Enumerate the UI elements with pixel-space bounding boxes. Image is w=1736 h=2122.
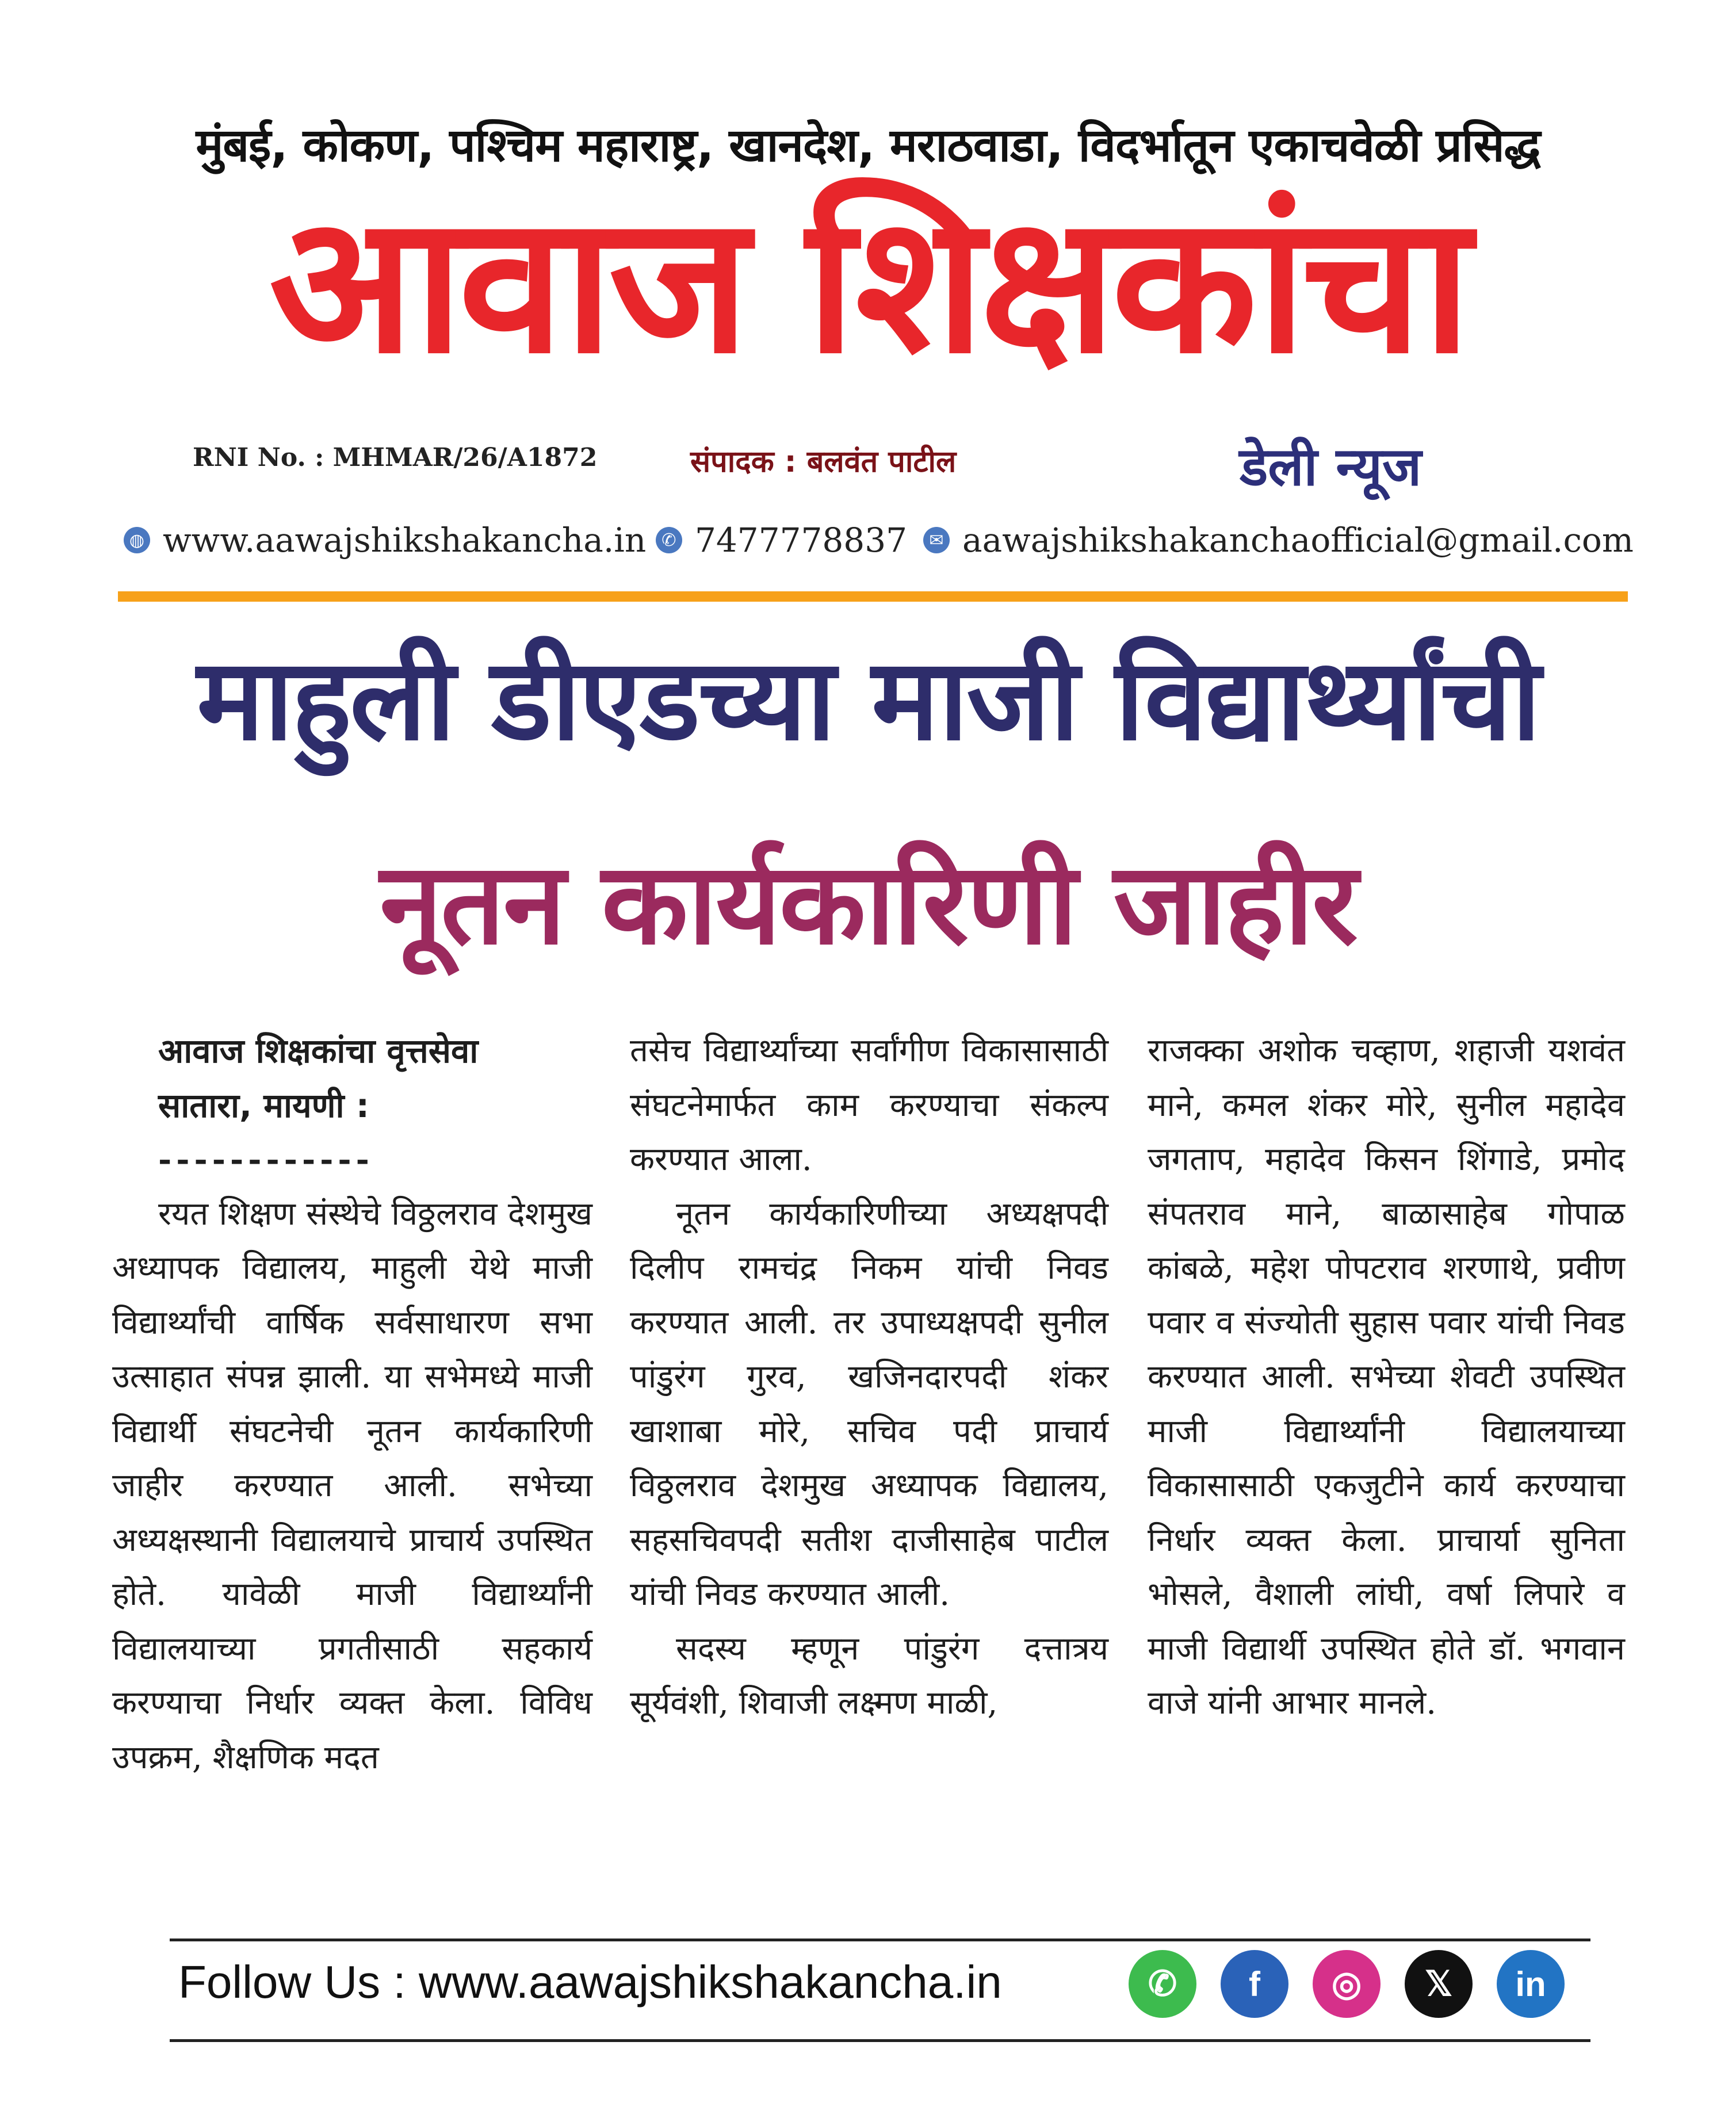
rni-number: RNI No. : MHMAR/26/A1872	[193, 443, 598, 472]
footer-bottom-rule	[170, 2039, 1590, 2042]
contact-phone[interactable]	[656, 521, 907, 560]
article-column-3	[1148, 1024, 1625, 1731]
contact-website[interactable]	[124, 521, 646, 560]
linkedin-icon[interactable]: in	[1497, 1950, 1565, 2018]
instagram-icon[interactable]: ◎	[1313, 1950, 1381, 2018]
follow-us-text[interactable]: Follow Us : www.aawajshikshakancha.in	[178, 1956, 1002, 2008]
paragraph: रयत शिक्षण संस्थेचे विठ्ठलराव देशमुख अध्यापक विद्यालय, माहुली येथे माजी विद्यार्थ्यांची वार्षिक सर्वसाधारण सभा उत्साहात संपन्न झाली. या सभेमध्ये माजी विद्यार्थी संघटनेची नूतन कार्यकारिणी जाहीर करण्यात आली. सभेच्या अध्यक्षस्थानी विद्यालयाचे प्राचार्य उपस्थित होते. यावेळी माजी विद्यार्थ्यांनी विद्यालयाच्या प्रगतीसाठी सहकार्य करण्याचा निर्धार व्यक्त केला. विविध उपक्रम, शैक्षणिक मदत	[112, 1195, 592, 1776]
x-icon[interactable]: 𝕏	[1405, 1950, 1473, 2018]
contact-email[interactable]	[923, 521, 1634, 560]
headline-line-2: नूतन कार्यकारिणी जाहीर	[380, 839, 1356, 970]
facebook-icon[interactable]: f	[1221, 1950, 1288, 2018]
paragraph: तसेच विद्यार्थ्यांच्या सर्वांगीण विकासासाठी संघटनेमार्फत काम करण्याचा संकल्प करण्यात आला.	[630, 1032, 1108, 1178]
website-text[interactable]: www.aawajshikshakancha.in	[163, 521, 647, 560]
edition-label: डेली न्यूज	[1240, 436, 1422, 498]
headline-line-1: माहुली डीएडच्या माजी विद्यार्थ्यांची	[197, 634, 1539, 766]
byline-separator: ------------	[158, 1141, 374, 1179]
tagline: मुंबई, कोकण, पश्चिम महाराष्ट्र, खानदेश, मराठवाडा, विदर्भातून एकाचवेळी प्रसिद्ध	[196, 118, 1540, 172]
mail-icon: ✉	[923, 527, 950, 553]
email-text[interactable]: aawajshikshakanchaofficial@gmail.com	[962, 521, 1634, 560]
whatsapp-icon[interactable]: ✆	[1129, 1950, 1196, 2018]
phone-text[interactable]: 7477778837	[695, 521, 908, 560]
byline-location: सातारा, मायणी :	[158, 1085, 369, 1125]
article-column-2	[630, 1024, 1108, 1731]
phone-icon: ✆	[656, 527, 682, 553]
editor-name: संपादक : बलवंत पाटील	[690, 445, 957, 479]
paragraph: नूतन कार्यकारिणीच्या अध्यक्षपदी दिलीप रामचंद्र निकम यांची निवड करण्यात आली. तर उपाध्यक्षपदी सुनील पांडुरंग गुरव, खजिनदारपदी शंकर खाशाबा मोरे, सचिव पदी प्राचार्य विठ्ठलराव देशमुख अध्यापक विद्यालय, सहसचिवपदी सतीश दाजीसाहेब पाटील यांची निवड करण्यात आली.	[630, 1195, 1108, 1613]
header-divider	[118, 591, 1628, 602]
masthead-logo: आवाज शिक्षकांचा	[269, 174, 1467, 395]
article-column-1	[112, 1024, 592, 1785]
paragraph: राजक्का अशोक चव्हाण, शहाजी यशवंत माने, कमल शंकर मोरे, सुनील महादेव जगताप, महादेव किसन शिंगाडे, प्रमोद संपतराव माने, बाळासाहेब गोपाळ कांबळे, महेश पोपटराव शरणाथे, प्रवीण पवार व संज्योती सुहास पवार यांची निवड करण्यात आली. सभेच्या शेवटी उपस्थित माजी विद्यार्थ्यांनी विद्यालयाच्या विकासासाठी एकजुटीने कार्य करण्याचा निर्धार व्यक्त केला. प्राचार्या सुनिता भोसले, वैशाली लांघी, वर्षा लिपारे व माजी विद्यार्थी उपस्थित होते डॉ. भगवान वाजे यांनी आभार मानले.	[1148, 1032, 1625, 1722]
footer-top-rule	[170, 1939, 1590, 1941]
globe-icon: ◍	[124, 527, 150, 553]
byline-agency: आवाज शिक्षकांचा वृत्तसेवा	[158, 1031, 479, 1070]
paragraph: सदस्य म्हणून पांडुरंग दत्तात्रय सूर्यवंशी, शिवाजी लक्ष्मण माळी,	[630, 1630, 1108, 1722]
